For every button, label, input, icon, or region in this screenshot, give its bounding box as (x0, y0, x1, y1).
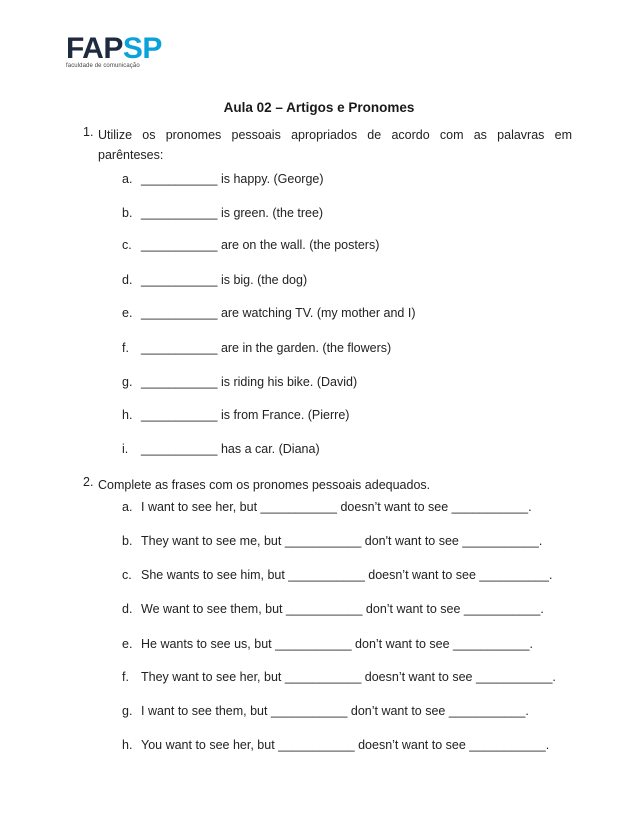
item-letter: g. (122, 704, 133, 718)
logo-part-sp: SP (122, 32, 162, 65)
item-letter: f. (122, 670, 129, 684)
item-text: ___________ are on the wall. (the posters) (141, 238, 380, 252)
question-text (98, 125, 572, 165)
item-text: ___________ is from France. (Pierre) (141, 408, 350, 422)
item-text: You want to see her, but ___________ doesn’t want to see ___________. (141, 738, 550, 752)
item-letter: d. (122, 273, 133, 287)
item-text: They want to see me, but ___________ don't want to see ___________. (141, 534, 543, 548)
item-letter: h. (122, 408, 133, 422)
item-letter: d. (122, 602, 133, 616)
item-text: ___________ is green. (the tree) (141, 206, 324, 220)
item-text: ___________ is riding his bike. (David) (141, 375, 358, 389)
item-letter: c. (122, 238, 132, 252)
item-text: ___________ is big. (the dog) (141, 273, 308, 287)
item-text: ___________ is happy. (George) (141, 172, 324, 186)
logo-part-fap: FAP (66, 32, 123, 65)
item-text: I want to see them, but ___________ don’t want to see ___________. (141, 704, 529, 718)
logo-wordmark (66, 34, 162, 64)
item-text: We want to see them, but ___________ don’t want to see ___________. (141, 602, 544, 616)
item-letter: b. (122, 534, 133, 548)
item-letter: c. (122, 568, 132, 582)
item-letter: f. (122, 341, 129, 355)
item-letter: a. (122, 500, 133, 514)
item-letter: g. (122, 375, 133, 389)
item-text: He wants to see us, but ___________ don’t want to see ___________. (141, 637, 533, 651)
question-text-line-2: parênteses: (98, 148, 164, 162)
item-letter: b. (122, 206, 133, 220)
item-letter: h. (122, 738, 133, 752)
question-number: 2. (83, 475, 94, 489)
item-text: ___________ are in the garden. (the flowers) (141, 341, 392, 355)
item-letter: e. (122, 306, 133, 320)
item-text: I want to see her, but ___________ doesn’t want to see ___________. (141, 500, 532, 514)
item-text: They want to see her, but ___________ doesn’t want to see ___________. (141, 670, 556, 684)
logo-subtitle: faculdade de comunicação (66, 63, 140, 69)
item-letter: e. (122, 637, 133, 651)
question-text-line-1: Utilize os pronomes pessoais apropriados de acordo com as palavras em (98, 128, 572, 142)
item-letter: i. (122, 442, 129, 456)
item-letter: a. (122, 172, 133, 186)
question-number: 1. (83, 125, 94, 139)
item-text: She wants to see him, but ___________ doesn’t want to see __________. (141, 568, 553, 582)
question-text: Complete as frases com os pronomes pessoais adequados. (98, 478, 431, 492)
fapsp-logo (66, 34, 162, 69)
page-title: Aula 02 – Artigos e Pronomes (223, 100, 415, 115)
item-text: ___________ has a car. (Diana) (141, 442, 320, 456)
item-text: ___________ are watching TV. (my mother and I) (141, 306, 416, 320)
